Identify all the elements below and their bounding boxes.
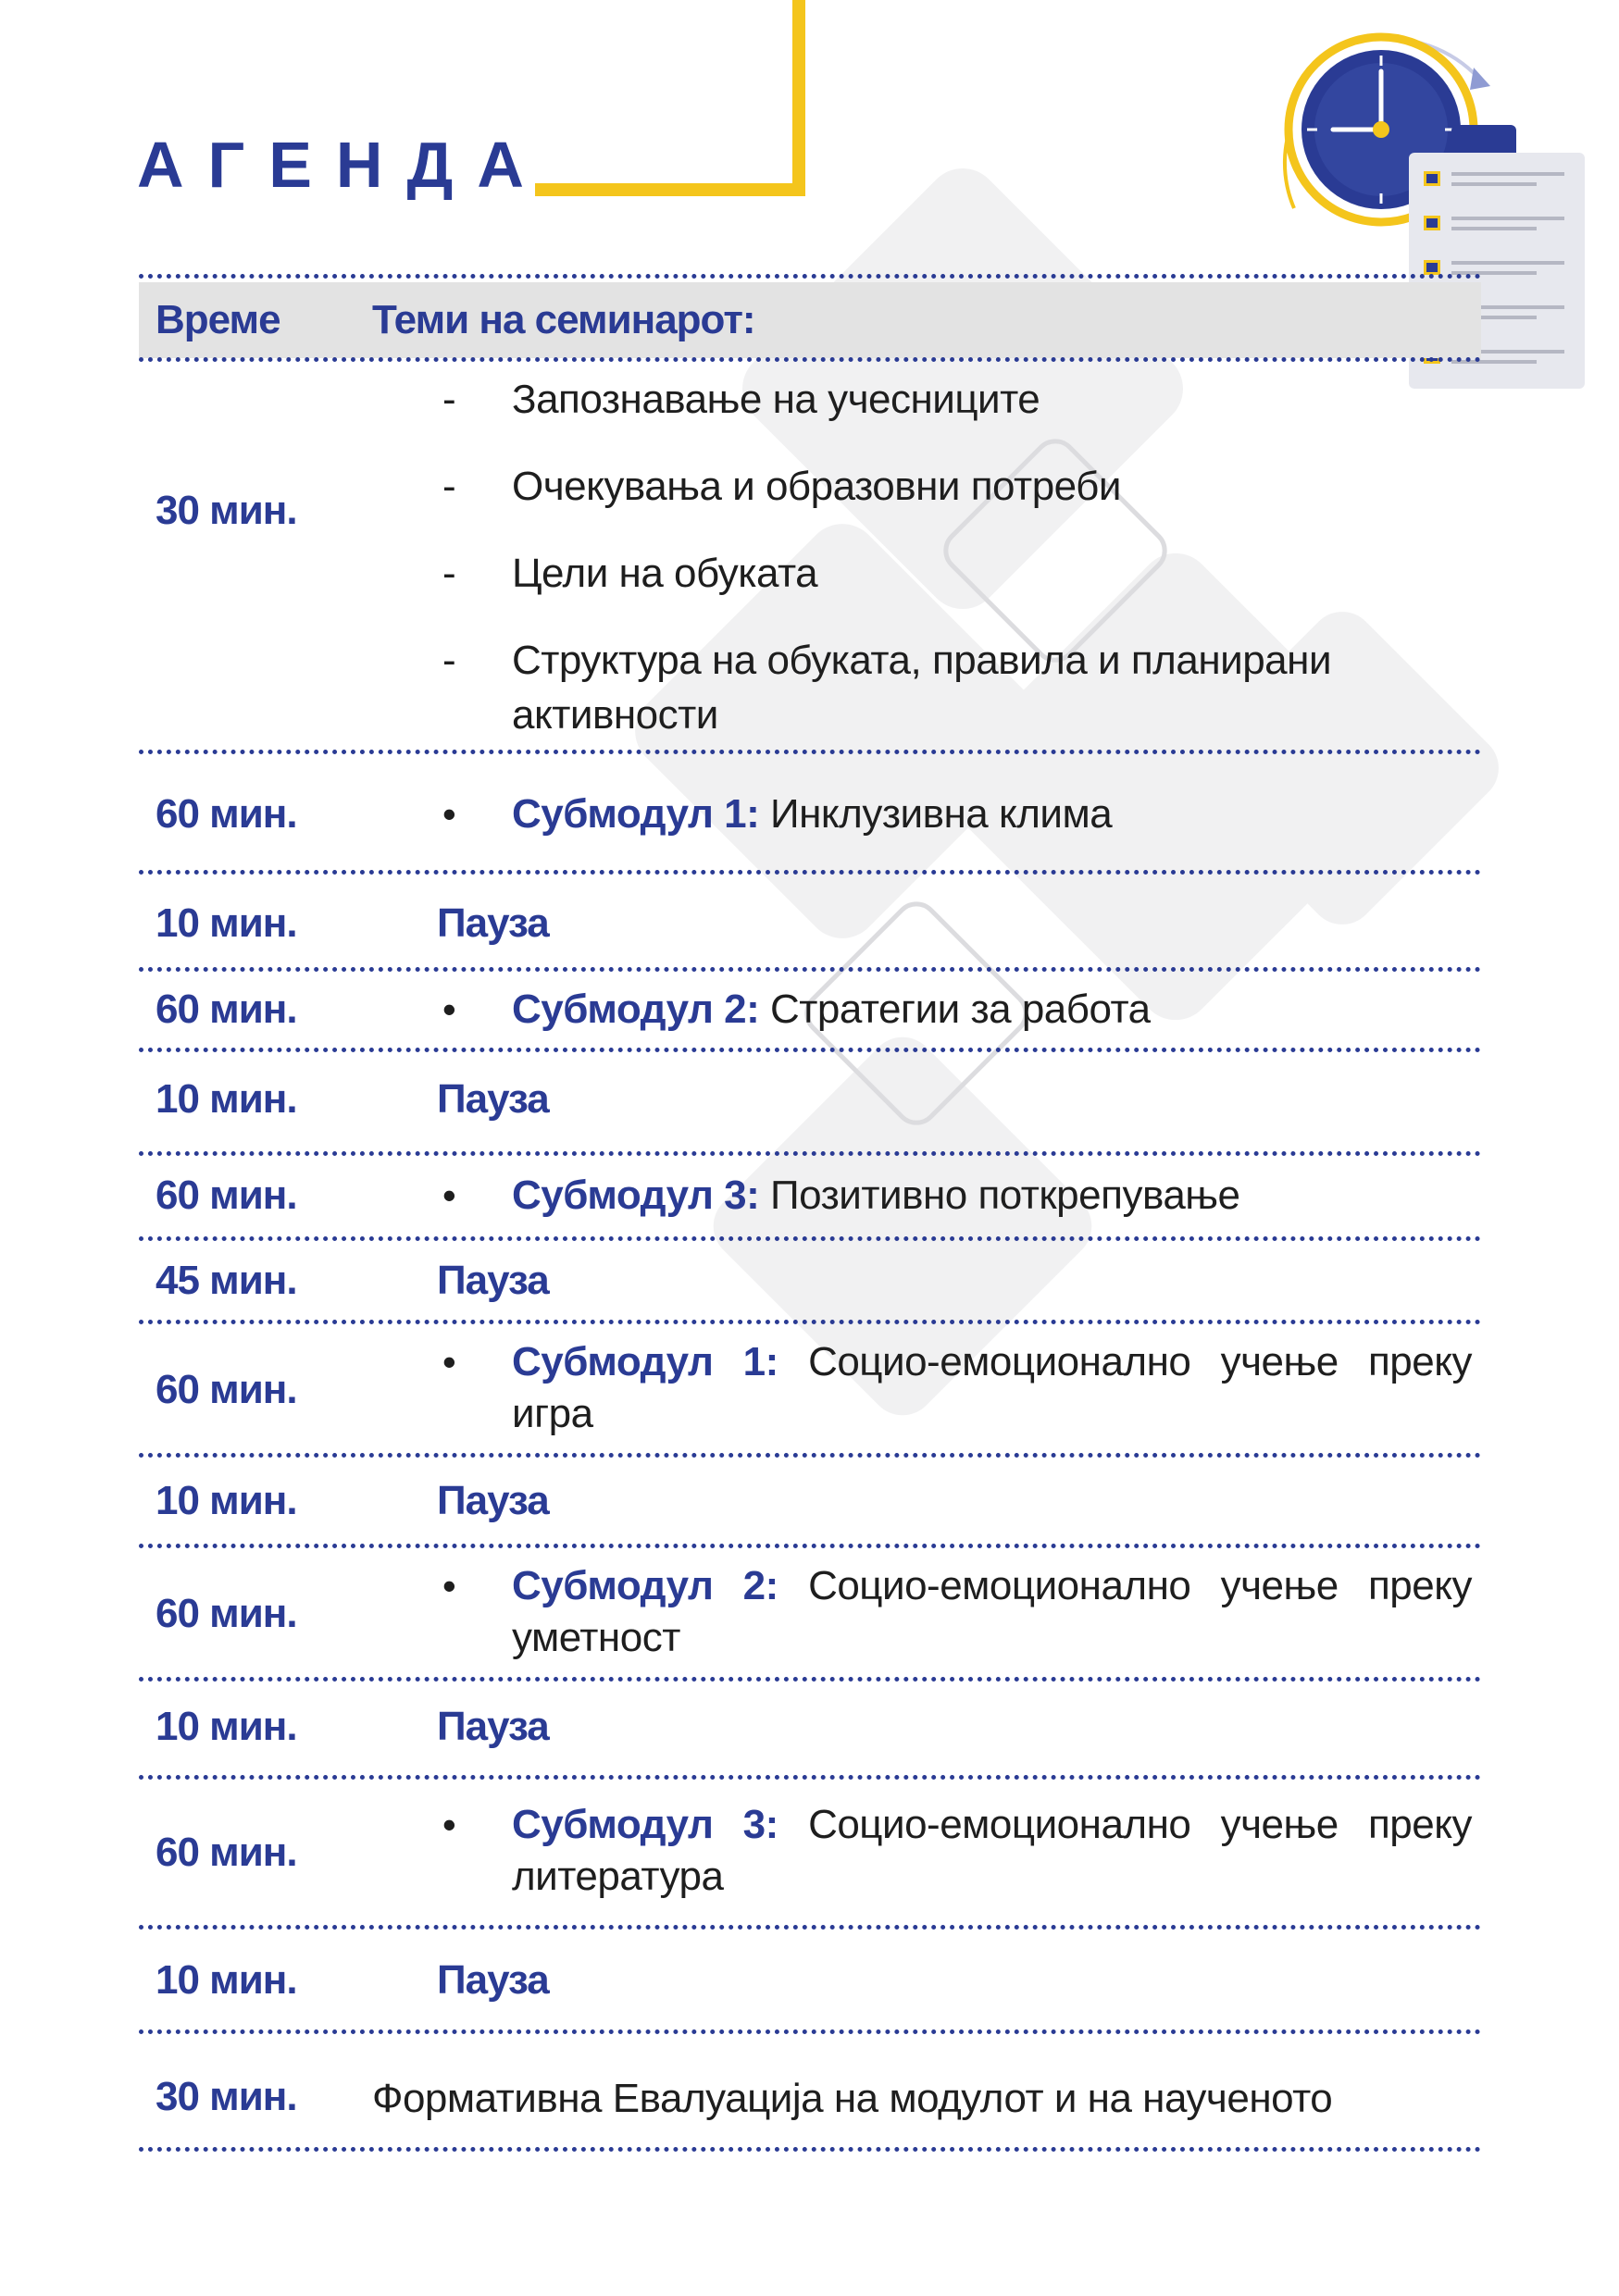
submodule-item bbox=[512, 1168, 1240, 1223]
submodule-line bbox=[512, 1797, 1472, 1853]
row-divider bbox=[139, 1151, 1481, 1156]
row-divider bbox=[139, 1775, 1481, 1780]
submodule-text: Социо-емоционално учење преку bbox=[808, 1339, 1472, 1384]
submodule-text-continuation: уметност bbox=[512, 1615, 680, 1660]
row-divider bbox=[139, 1320, 1481, 1324]
row-time: 60 мин. bbox=[156, 791, 297, 837]
list-dash: - bbox=[442, 551, 456, 596]
row-time: 10 мин. bbox=[156, 1957, 297, 2003]
list-bullet: • bbox=[442, 1803, 456, 1846]
list-dash: - bbox=[442, 638, 456, 683]
submodule-label: Субмодул 2: bbox=[512, 1563, 778, 1608]
row-divider bbox=[139, 1544, 1481, 1548]
submodule-text-continuation: литература bbox=[512, 1854, 724, 1899]
pause-label: Пауза bbox=[437, 900, 549, 946]
row-divider bbox=[139, 1677, 1481, 1682]
submodule-item bbox=[512, 787, 1112, 842]
intro-item: Структура на обуката, правила и планирани bbox=[512, 638, 1332, 683]
pause-label: Пауза bbox=[437, 1076, 549, 1122]
row-divider bbox=[139, 967, 1481, 972]
row-time: 10 мин. bbox=[156, 1704, 297, 1749]
list-bullet: • bbox=[442, 1564, 456, 1607]
list-dash: - bbox=[442, 464, 456, 509]
submodule-label: Субмодул 3: bbox=[512, 1802, 778, 1847]
row-divider bbox=[139, 1048, 1481, 1052]
submodule-item bbox=[512, 982, 1151, 1037]
row-divider bbox=[139, 870, 1481, 875]
submodule-text: Социо-емоционално учење преку bbox=[808, 1563, 1472, 1608]
submodule-item bbox=[512, 1558, 1472, 1666]
row-divider bbox=[139, 274, 1481, 279]
row-divider bbox=[139, 357, 1481, 362]
row-time: 60 мин. bbox=[156, 1173, 297, 1218]
title-frame-horizontal bbox=[535, 183, 805, 196]
intro-item: Цели на обуката bbox=[512, 551, 818, 596]
pause-label: Пауза bbox=[437, 1478, 549, 1523]
pause-label: Пауза bbox=[437, 1704, 549, 1749]
row-time: 30 мин. bbox=[156, 488, 297, 533]
row-time: 10 мин. bbox=[156, 900, 297, 946]
submodule-text: Социо-емоционално учење преку bbox=[808, 1802, 1472, 1847]
submodule-label: Субмодул 1: bbox=[512, 791, 760, 837]
table-header-bar bbox=[139, 282, 1481, 358]
list-bullet: • bbox=[442, 987, 456, 1031]
list-bullet: • bbox=[442, 1340, 456, 1384]
final-evaluation-text: Формативна Евалуација на модулот и на наученото bbox=[372, 2076, 1333, 2121]
row-time: 60 мин. bbox=[156, 1591, 297, 1636]
row-time: 60 мин. bbox=[156, 1367, 297, 1412]
row-divider bbox=[139, 750, 1481, 754]
title-frame-vertical bbox=[792, 0, 805, 196]
intro-item: Очекувања и образовни потреби bbox=[512, 464, 1121, 509]
submodule-line bbox=[512, 1334, 1472, 1390]
row-time: 30 мин. bbox=[156, 2074, 297, 2119]
submodule-text: Позитивно поткрепување bbox=[770, 1173, 1240, 1218]
submodule-line bbox=[512, 1558, 1472, 1614]
list-dash: - bbox=[442, 377, 456, 422]
list-bullet: • bbox=[442, 1173, 456, 1217]
pause-label: Пауза bbox=[437, 1957, 549, 2003]
intro-item: Запознавање на учесниците bbox=[512, 377, 1040, 422]
pause-label: Пауза bbox=[437, 1258, 549, 1303]
submodule-item bbox=[512, 1797, 1472, 1905]
row-time: 45 мин. bbox=[156, 1258, 297, 1303]
row-divider bbox=[139, 2029, 1481, 2034]
submodule-text-continuation: игра bbox=[512, 1391, 593, 1436]
row-divider bbox=[139, 2147, 1481, 2152]
list-bullet: • bbox=[442, 792, 456, 836]
header-time-label: Време bbox=[156, 297, 280, 342]
submodule-label: Субмодул 3: bbox=[512, 1173, 760, 1218]
submodule-text: Стратегии за работа bbox=[770, 987, 1151, 1032]
row-divider bbox=[139, 1453, 1481, 1458]
submodule-label: Субмодул 1: bbox=[512, 1339, 778, 1384]
row-time: 60 мин. bbox=[156, 1830, 297, 1875]
submodule-text: Инклузивна клима bbox=[770, 791, 1113, 837]
submodule-item bbox=[512, 1334, 1472, 1442]
row-time: 10 мин. bbox=[156, 1076, 297, 1122]
row-divider bbox=[139, 1925, 1481, 1930]
header-topics-label: Теми на семинарот: bbox=[372, 297, 755, 342]
page-title: АГЕНДА bbox=[137, 129, 548, 201]
row-time: 60 мин. bbox=[156, 987, 297, 1032]
row-divider bbox=[139, 1236, 1481, 1241]
row-time: 10 мин. bbox=[156, 1478, 297, 1523]
intro-item-continuation: активности bbox=[512, 692, 718, 738]
submodule-label: Субмодул 2: bbox=[512, 987, 760, 1032]
